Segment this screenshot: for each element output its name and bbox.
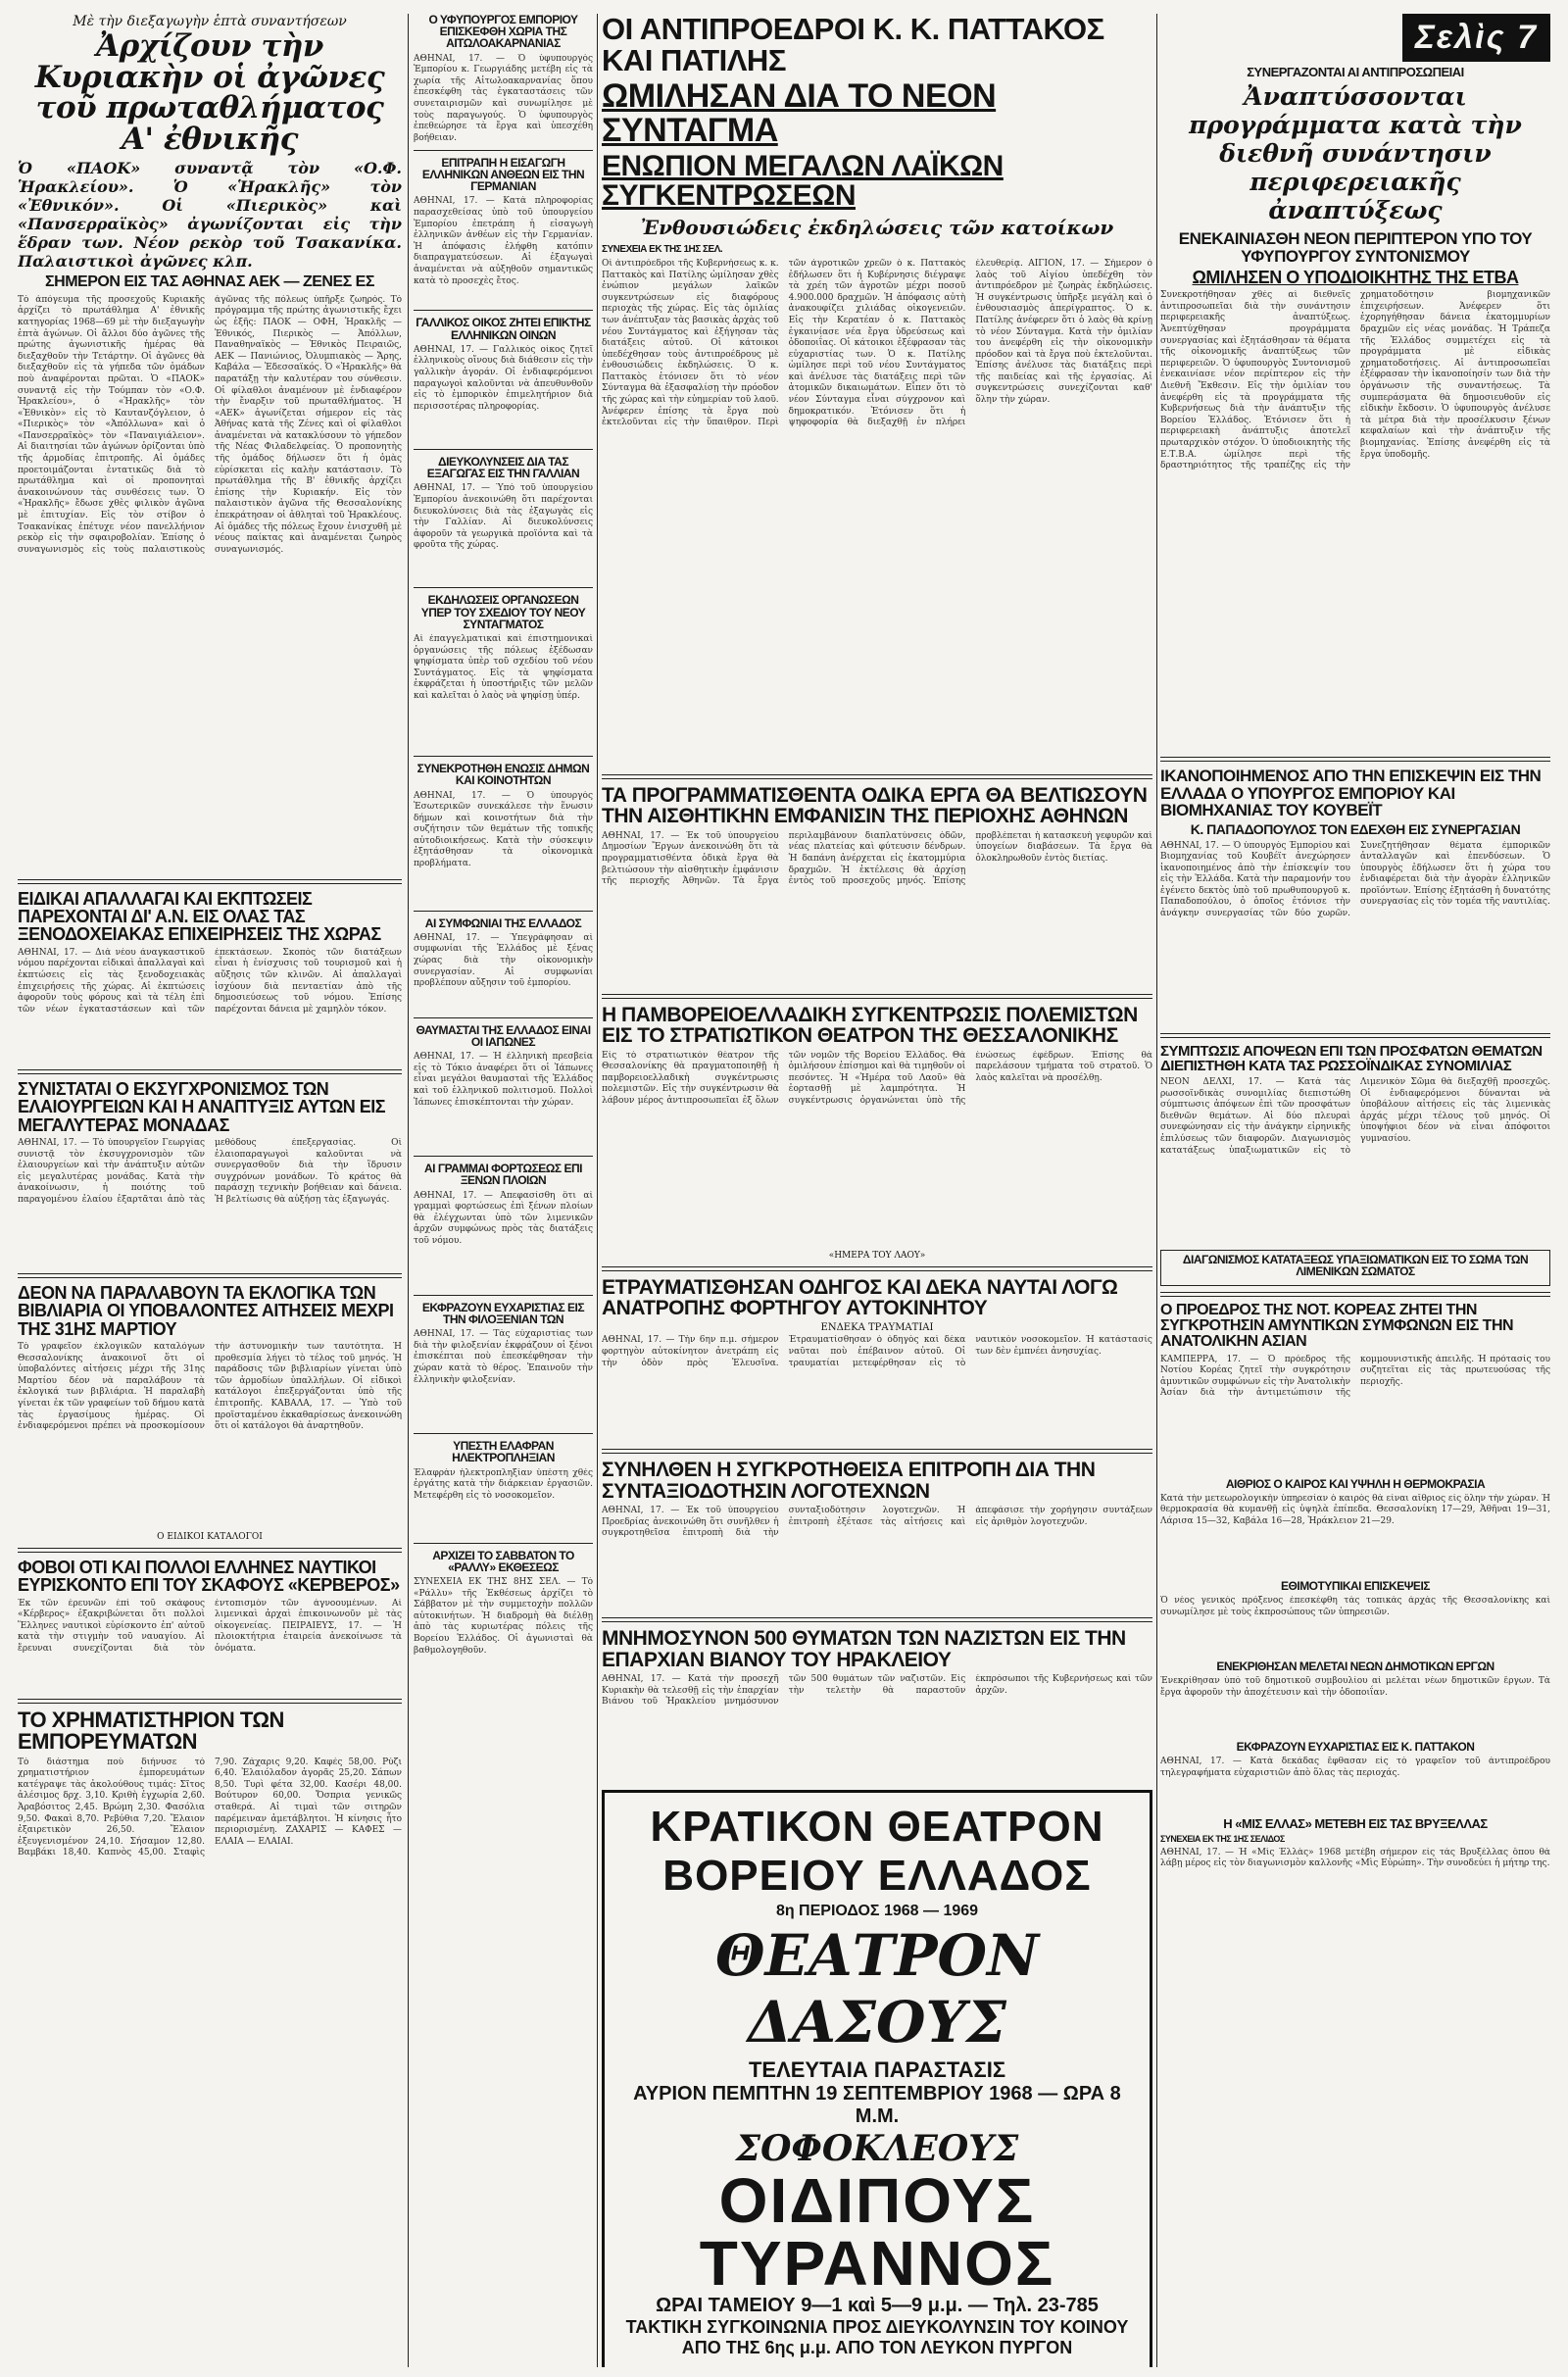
headline-korea: Ο ΠΡΟΕΔΡΟΣ ΤΗΣ ΝΟΤ. ΚΟΡΕΑΣ ΖΗΤΕΙ ΤΗΝ ΣΥΓΚΡΟΤΗΣΙΝ ΑΜΥΝΤΙΚΩΝ ΣΥΜΦΩΝΩΝ ΕΙΣ ΤΗΝ ΑΝΑΤΟΛΙΚΗΝ ΑΣΙΑΝ <box>1160 1301 1514 1351</box>
headline-courtesy-visits: ΕΘΙΜΟΤΥΠΙΚΑΙ ΕΠΙΣΚΕΨΕΙΣ <box>1281 1578 1430 1593</box>
divider <box>414 587 593 588</box>
ad-date: ΑΥΡΙΟΝ ΠΕΜΠΤΗΝ 19 ΣΕΠΤΕΜΒΡΙΟΥ 1968 — ΩΡΑ 8 Μ.Μ. <box>633 2083 1121 2127</box>
article-body: ΑΘΗΝΑΙ, 17. — Ὁ ὑπουργὸς Ἐσωτερικῶν συνεκάλεσε τὴν ἕνωσιν δήμων καὶ κοινοτήτων διὰ τὴν συζήτησιν τῶν θεμάτων τῆς τοπικῆς αὐτοδιοικήσεως. Κατὰ τὴν σύσκεψιν ἐξητάσθησαν τὰ οἰκονομικὰ προβλήματα. <box>414 790 593 869</box>
ad-transport: ΤΑΚΤΙΚΗ ΣΥΓΚΟΙΝΩΝΙΑ ΠΡΟΣ ΔΙΕΥΚΟΛΥΝΣΙΝ ΤΟΥ ΚΟΙΝΟΥ <box>625 2317 1129 2337</box>
ad-author: ΣΟΦΟΚΛΕΟΥΣ <box>735 2128 1019 2169</box>
divider <box>1160 1292 1550 1297</box>
article-body: ΑΘΗΝΑΙ, 17. — Ἐκ τοῦ ὑπουργείου Προεδρίας ἀνεκοινώθη ὅτι συνῆλθεν ἡ συγκροτηθεῖσα ἐπιτροπὴ διὰ τὴν συνταξιοδότησιν λογοτεχνῶν. Ἡ ἐπιτροπὴ ἐξέτασε τὰς αἰτήσεις καὶ ἀπεφάσισε τὴν χορήγησιν συντάξεων εἰς ἀριθμὸν λογοτεχνῶν. <box>602 1506 1152 1539</box>
article-body: Ὁ νέος γενικὸς πρόξενος ἐπεσκέφθη τὰς τοπικὰς ἀρχὰς τῆς Θεσσαλονίκης καὶ συνωμίλησε μὲ τοὺς ἐκπροσώπους τῶν ὑπηρεσιῶν. <box>1160 1595 1550 1617</box>
article-body: ΣΥΝΕΧΕΙΑ ΕΚ ΤΗΣ 8ΗΣ ΣΕΛ. — Τὸ «Ράλλυ» τῆς Ἐκθέσεως ἀρχίζει τὸ Σάββατον μὲ τὴν συμμετοχὴν πολλῶν αὐτοκινήτων. Ἡ διαδρομὴ θὰ διέλθῃ ἀπὸ τὰς κυριωτέρας πόλεις τῆς Βορείου Ἑλλάδος. Οἱ ἀγωνισταὶ θὰ βαθμολογηθοῦν. <box>414 1577 593 1656</box>
headline-development: Ἀναπτύσσονται προγράμματα κατὰ τὴν διεθνῆ συνάντησιν περιφερειακῆς ἀναπτύξεως <box>1189 82 1522 225</box>
headline-rallies: ΕΝΩΠΙΟΝ ΜΕΓΑΛΩΝ ΛΑΪΚΩΝ ΣΥΓΚΕΝΤΡΩΣΕΩΝ <box>602 149 1004 213</box>
article-body: ΑΘΗΝΑΙ, 17. — Ἡ «Μὶς Ἑλλὰς» 1968 μετέβη σήμερον εἰς τὰς Βρυξέλλας ὅπου θὰ λάβῃ μέρος εἰς τὸν διαγωνισμὸν καλλονῆς «Μὶς Εὐρώπη». Τὴν συνοδεύει ἡ μήτηρ της. <box>1160 1847 1550 1869</box>
column-sports <box>18 14 402 2367</box>
article-body: ΑΘΗΝΑΙ, 17. — Ἀπεφασίσθη ὅτι αἱ γραμμαὶ φορτώσεως ἐπὶ ξένων πλοίων θὰ ἐλέγχωνται ὑπὸ τῶν λιμενικῶν ἀρχῶν συμφώνως πρὸς τὰς διατάξεις τοῦ νόμου. <box>414 1190 593 1247</box>
headline-municipalities: ΣΥΝΕΚΡΟΤΗΘΗ ΕΝΩΣΙΣ ΔΗΜΩΝ ΚΑΙ ΚΟΙΝΟΤΗΤΩΝ <box>416 762 590 788</box>
article-body: Εἰς τὸ στρατιωτικὸν θέατρον τῆς Θεσσαλονίκης θὰ πραγματοποιηθῇ ἡ παμβορειοελλαδικὴ συγκέντρωσις πολεμιστῶν. Εἰς τὴν συγκέντρωσιν θὰ λάβουν μέρος ἀντιπροσωπεῖαι ἐξ ὅλων τῶν νομῶν τῆς Βορείου Ἑλλάδος. Θὰ ὁμιλήσουν ἐπίσημοι καὶ θὰ τιμηθοῦν οἱ πεσόντες. Ἡ «Ἡμέρα τοῦ Λαοῦ» θὰ ἑορτασθῇ μὲ λαμπρότητα. Ἡ συγκέντρωσις ὀργανώνεται ὑπὸ τῆς ἑνώσεως ἐφέδρων. Ἐπίσης θὰ παρελάσουν τμήματα τοῦ στρατοῦ. Ὁ λαὸς καλεῖται νὰ προσέλθῃ. <box>602 1050 1152 1106</box>
headline-memorial: ΜΝΗΜΟΣΥΝΟΝ 500 ΘΥΜΑΤΩΝ ΤΩΝ ΝΑΖΙΣΤΩΝ ΕΙΣ ΤΗΝ ΕΠΑΡΧΙΑΝ ΒΙΑΝΟΥ ΤΟΥ ΗΡΑΚΛΕΙΟΥ <box>602 1627 1126 1671</box>
headline-election-books: ΔΕΟΝ ΝΑ ΠΑΡΑΛΑΒΟΥΝ ΤΑ ΕΚΛΟΓΙΚΑ ΤΩΝ ΒΙΒΛΙΑΡΙΑ ΟΙ ΥΠΟΒΑΛΟΝΤΕΣ ΑΙΤΗΣΕΙΣ ΜΕΧΡΙ ΤΗΣ 31ΗΣ ΜΑΡΤΙΟΥ <box>18 1282 394 1339</box>
divider <box>18 1699 402 1704</box>
column-lead <box>602 14 1152 2367</box>
divider <box>414 1156 593 1157</box>
article-body: ΑΘΗΝΑΙ, 17. — Διὰ νέου ἀναγκαστικοῦ νόμου παρέχονται εἰδικαὶ ἀπαλλαγαὶ καὶ ἐκπτώσεις εἰς τὰς ξενοδοχειακὰς ἐπιχειρήσεις τῆς χώρας. Αἱ ἐκπτώσεις ἀφοροῦν τοὺς φόρους καὶ τὰ τέλη ἐπὶ τῶν νέων ἐγκαταστάσεων καὶ τῶν ἐπεκτάσεων. Σκοπὸς τῶν διατάξεων εἶναι ἡ ἐνίσχυσις τοῦ τουρισμοῦ καὶ ἡ αὔξησις τῶν κλινῶν. Αἱ ἀπαλλαγαὶ ἰσχύουν διὰ πενταετίαν ἀπὸ τῆς δημοσιεύσεως τοῦ νόμου. Ἐπίσης παρέχονται δάνεια μὲ χαμηλὸν τόκον. <box>18 947 402 1015</box>
divider <box>414 1433 593 1434</box>
ad-departure: ΑΠΟ ΤΗΣ 6ης μ.μ. ΑΠΟ ΤΟΝ ΛΕΥΚΟΝ ΠΥΡΓΟΝ <box>681 2338 1073 2357</box>
ad-venue: ΘΕΑΤΡΟΝ ΔΑΣΟΥΣ <box>714 1922 1040 2055</box>
article-body: Συνεκροτήθησαν χθὲς αἱ διεθνεῖς ἀντιπροσωπεῖαι διὰ τὴν συνάντησιν περιφερειακῆς ἀναπτύξεως. Ἀνεπτύχθησαν προγράμματα συνεργασίας καὶ ἐξητάσθησαν τὰ θέματα τῆς οἰκονομικῆς ἀναπτύξεως τῶν περιφερειῶν. Ὁ ὑφυπουργὸς Συντονισμοῦ ἐνεκαινίασε νέον περίπτερον εἰς τὴν Διεθνῆ Ἔκθεσιν. Εἰς τὴν ὁμιλίαν του ἀνεφέρθη εἰς τὰ προγράμματα τῆς Κυβερνήσεως διὰ τὴν ἀνάπτυξιν τῆς Βορείου Ἑλλάδος. Ἐτόνισεν ὅτι ἡ περιφερειακὴ ἀνάπτυξις ἀποτελεῖ πρωταρχικὸν στόχον. Ὁ ὑποδιοικητὴς τῆς Ε.Τ.Β.Α. ὡμίλησε περὶ τῆς δραστηριότητος τῆς τραπέζης εἰς τὴν χρηματοδότησιν βιομηχανικῶν ἐπιχειρήσεων. Ἀνέφερεν ὅτι ἐχορηγήθησαν δάνεια ἑκατομμυρίων δραχμῶν εἰς νέας μονάδας. Ἡ Τράπεζα τῆς Ἑλλάδος συμμετέχει εἰς τὰ προγράμματα μὲ εἰδικὰς χρηματοδοτήσεις. Αἱ ἀντιπροσωπεῖαι ἐξέφρασαν τὴν ἱκανοποίησίν των διὰ τὴν ὀργάνωσιν τῆς συναντήσεως. Τὰ συμπεράσματα θὰ δημοσιευθοῦν εἰς εἰδικὴν ἔκδοσιν. Ὁ ὑφυπουργὸς ἀνέλυσε τὰ μέτρα διὰ τὴν προσέλκυσιν ξένων κεφαλαίων καὶ τὴν ἀνάπτυξιν τῆς βιομηχανίας. Ἐπίσης ἀνεφέρθη εἰς τὰ ἔργα ὑποδομῆς. <box>1160 290 1550 471</box>
article-body: ΑΘΗΝΑΙ, 17. — Ὑπὸ τοῦ ὑπουργείου Ἐμπορίου ἀνεκοινώθη ὅτι παρέχονται διευκολύνσεις διὰ τὰς ἐξαγωγὰς εἰς τὴν Γαλλίαν. Αἱ διευκολύνσεις ἀφοροῦν τὰ γεωργικὰ προϊόντα καὶ τὰ φροῦτα τῆς χώρας. <box>414 483 593 551</box>
headline-flowers-germany: ΕΠΙΤΡΑΠΗ Η ΕΙΣΑΓΩΓΗ ΕΛΛΗΝΙΚΩΝ ΑΝΘΕΩΝ ΕΙΣ ΤΗΝ ΓΕΡΜΑΝΙΑΝ <box>421 155 585 194</box>
divider <box>1160 757 1550 762</box>
divider <box>18 1548 402 1553</box>
headline-russo-indian: ΣΥΜΠΤΩΣΙΣ ΑΠΟΨΕΩΝ ΕΠΙ ΤΩΝ ΠΡΟΣΦΑΤΩΝ ΘΕΜΑΤΩΝ ΔΙΕΠΙΣΤΗΘΗ ΚΑΤΑ ΤΑΣ ΡΩΣΣΟΪΝΔΙΚΑΣ ΣΥΝΟΜΙΛΙΑΣ <box>1160 1042 1543 1074</box>
headline-pavilion: ΕΝΕΚΑΙΝΙΑΣΘΗ ΝΕΟΝ ΠΕΡΙΠΤΕΡΟΝ ΥΠΟ ΤΟΥ ΥΦΥΠΟΥΡΓΟΥ ΣΥΝΤΟΝΙΣΜΟΥ <box>1178 229 1533 266</box>
subheadline-enthusiasm: Ἐνθουσιώδεις ἐκδηλώσεις τῶν κατοίκων <box>640 215 1114 239</box>
page-label-wrap <box>1160 14 1550 62</box>
minor-heading: ΕΝΔΕΚΑ ΤΡΑΥΜΑΤΙΑΙ <box>820 1322 934 1334</box>
divider <box>602 1449 1152 1454</box>
headline-rally: ΑΡΧΙΖΕΙ ΤΟ ΣΑΒΒΑΤΟΝ ΤΟ «ΡΑΛΛΥ» ΕΚΘΕΣΕΩΣ <box>432 1548 574 1574</box>
headline-french-wine: ΓΑΛΛΙΚΟΣ ΟΙΚΟΣ ΖΗΤΕΙ ΕΠΙΚΤΗΣ ΕΛΛΗΝΙΚΩΝ ΟΙΝΩΝ <box>416 316 591 342</box>
headline-organizations: ΕΚΔΗΛΩΣΕΙΣ ΟΡΓΑΝΩΣΕΩΝ ΥΠΕΡ ΤΟΥ ΣΧΕΔΙΟΥ ΤΟΥ ΝΕΟΥ ΣΥΝΤΑΓΜΑΤΟΣ <box>420 593 586 631</box>
subheadline-fixtures: Ὁ «ΠΑΟΚ» συναντᾷ τὸν «Ο.Φ. Ἡρακλείου». Ὁ «Ἡρακλῆς» τὸν «Ἐθνικόν». Οἱ «Πιερικὸς» καὶ «Πανσερραϊκὸς» ἀγωνίζονται εἰς τὴν ἕδραν των. Νέον ρεκὸρ τοῦ Τσακανίκα. Παλαιστικοὶ ἀγῶνες κλπ. <box>18 159 402 272</box>
divider <box>414 1543 593 1544</box>
article-body: Τὸ γραφεῖον ἐκλογικῶν καταλόγων Θεσσαλονίκης ἀνακοινοῖ ὅτι οἱ ὑποβαλόντες αἰτήσεις μέχρι τῆς 31ης Μαρτίου δέον νὰ παραλάβουν τὰ ἐκλογικά των βιβλιάρια. Ἡ παραλαβὴ γίνεται ἐκ τῶν γραφείων τοῦ δήμου κατὰ τὰς ἐργασίμους ἡμέρας. Οἱ ἐνδιαφερόμενοι πρέπει νὰ προσκομίσουν τὴν ἀστυνομικήν των ταυτότητα. Ἡ προθεσμία λήγει τὸ τέλος τοῦ μηνός. Ἡ παράδοσις τῶν βιβλιαρίων γίνεται ὑπὸ τῶν ἁρμοδίων ὑπαλλήλων. Οἱ εἰδικοὶ κατάλογοι ἐπεξεργάζονται ὑπὸ τῆς ἐπιτροπῆς. ΚΑΒΑΛΑ, 17. — Ὑπὸ τοῦ προϊσταμένου ἐκκαθαρίσεως ἀνεκοινώθη ὅτι οἱ κατάλογοι θὰ ἀναρτηθοῦν. <box>18 1341 402 1432</box>
ad-play-title: ΟΙΔΙΠΟΥΣ ΤΥΡΑΝΝΟΣ <box>699 2165 1055 2299</box>
article-body: Ἐκ τῶν ἐρευνῶν ἐπὶ τοῦ σκάφους «Κέρβερος» ἐξακριβώνεται ὅτι πολλοὶ Ἕλληνες ναυτικοὶ εὑρίσκοντο ἐπ' αὐτοῦ κατὰ τὴν στιγμὴν τοῦ ναυαγίου. Αἱ ἔρευναι συνεχίζονται διὰ τὸν ἐντοπισμὸν τῶν ἀγνοουμένων. Αἱ λιμενικαὶ ἀρχαὶ ἐπικοινωνοῦν μὲ τὰς οἰκογενείας. ΠΕΙΡΑΙΕΥΣ, 17. — Ἡ πλοιοκτήτρια ἑταιρεία ἀνεκοίνωσε τὰ ὀνόματα. <box>18 1598 402 1655</box>
article-body: Τὸ διάστημα ποὺ διήνυσε τὸ χρηματιστήριον ἐμπορευμάτων κατέγραψε τὰς ἀκολούθους τιμάς: Σῖτος ἀλέσιμος δρχ. 3,10. Κριθὴ ἐγχωρία 2,60. Ἀραβόσιτος 2,45. Βρώμη 2,30. Φασόλια 9,50. Φακαὶ 8,70. Ρεβύθια 7,20. Ἔλαιον ἐξαιρετικὸν 26,50. Ἔλαιον ἐξευγενισμένον 24,10. Σήσαμον 12,80. Βαμβάκι 18,40. Καπνὸς 45,00. Σταφὶς 7,90. Ζάχαρις 9,20. Καφὲς 58,00. Ρύζι 6,40. Ἐλαιόλαδον ἀγορᾶς 25,20. Σάπων 8,50. Τυρὶ φέτα 32,00. Κασέρι 48,00. Βούτυρον 60,00. Ὄσπρια γενικῶς σταθερά. Αἱ τιμαὶ τῶν σιτηρῶν παρέμειναν ἀμετάβλητοι. Ἡ κίνησις ἦτο περιορισμένη. ΖΑΧΑΡΙΣ — ΚΑΦΕΣ — ΕΛΑΙΑ — ΕΛΑΙΑΙ. <box>18 1757 402 1858</box>
divider <box>602 1617 1152 1622</box>
headline-municipal-works: ΕΝΕΚΡΙΘΗΣΑΝ ΜΕΛΕΤΑΙ ΝΕΩΝ ΔΗΜΟΤΙΚΩΝ ΕΡΓΩΝ <box>1216 1659 1494 1673</box>
ad-theatre-name: ΚΡΑΤΙΚΟΝ ΘΕΑΤΡΟΝ ΒΟΡΕΙΟΥ ΕΛΛΑΔΟΣ <box>650 1803 1104 1900</box>
column-rule <box>1156 14 1157 2367</box>
article-body: ΑΘΗΝΑΙ, 17. — Τὰς εὐχαριστίας των διὰ τὴν φιλοξενίαν ἐκφράζουν οἱ ξένοι ἐπισκέπται ποὺ ἐπεσκέφθησαν τὴν χώραν κατὰ τὸ θέρος. Ἐπαινοῦν τὴν ἑλληνικὴν φιλοξενίαν. <box>414 1329 593 1385</box>
article-body: Αἱ ἐπαγγελματικαὶ καὶ ἐπιστημονικαὶ ὀργανώσεις τῆς πόλεως ἐξέδωσαν ψηφίσματα ὑπὲρ τοῦ σχεδίου τοῦ νέου Συντάγματος. Εἰς τὰ ψηφίσματα ἐκφράζεται ἡ ὑποστήριξις τῶν μελῶν καὶ καλεῖται ὁ λαὸς νὰ ψηφίσῃ ὑπέρ. <box>414 634 593 702</box>
headline-hospitality: ΕΚΦΡΑΖΟΥΝ ΕΥΧΑΡΙΣΤΙΑΣ ΕΙΣ ΤΗΝ ΦΙΛΟΞΕΝΙΑΝ ΤΩΝ <box>421 1300 585 1326</box>
divider <box>18 1069 402 1074</box>
ad-box-office: ΩΡΑΙ ΤΑΜΕΙΟΥ 9—1 καὶ 5—9 μ.μ. — Τηλ. 23-785 <box>656 2295 1099 2316</box>
kicker: ΣΥΝΕΡΓΑΖΟΝΤΑΙ ΑΙ ΑΝΤΙΠΡΟΣΩΠΕΙΑΙ <box>1247 65 1464 79</box>
ad-season: 8η ΠΕΡΙΟΔΟΣ 1968 — 1969 <box>775 1903 979 1919</box>
article-body: ΑΘΗΝΑΙ, 17. — Γαλλικὸς οἶκος ζητεῖ ἑλληνικοὺς οἴνους διὰ διάθεσιν εἰς τὴν γαλλικὴν ἀγοράν. Οἱ ἐνδιαφερόμενοι παραγωγοὶ καλοῦνται νὰ ἀπευθυνθοῦν εἰς τὸ ἐμπορικὸν ἐπιμελητήριον διὰ περισσοτέρας πληροφορίας. <box>414 344 593 412</box>
headline-exports-france: ΔΙΕΥΚΟΛΥΝΣΕΙΣ ΔΙΑ ΤΑΣ ΕΞΑΓΩΓΑΣ ΕΙΣ ΤΗΝ ΓΑΛΛΙΑΝ <box>426 454 580 481</box>
headline-accident: ΕΤΡΑΥΜΑΤΙΣΘΗΣΑΝ ΟΔΗΓΟΣ ΚΑΙ ΔΕΚΑ ΝΑΥΤΑΙ ΛΟΓΩ ΑΝΑΤΡΟΠΗΣ ΦΟΡΤΗΓΟΥ ΑΥΤΟΚΙΝΗΤΟΥ <box>602 1275 1118 1319</box>
column-rule <box>597 14 598 2367</box>
divider <box>18 1273 402 1278</box>
article-body: ΑΘΗΝΑΙ, 17. — Κατὰ πληροφορίας παρασχεθείσας ὑπὸ τοῦ ὑπουργείου Ἐμπορίου ἐπετράπη ἡ εἰσαγωγὴ ἑλληνικῶν ἀνθέων εἰς τὴν Γερμανίαν. Ἡ ἀπόφασις ἐλήφθη κατόπιν διαπραγματεύσεων. Αἱ ἐξαγωγαὶ ἀναμένεται νὰ αὐξηθοῦν σημαντικῶς κατὰ τὸ προσεχὲς ἔτος. <box>414 196 593 286</box>
article-body: ΑΘΗΝΑΙ, 17. — Ὑπεγράφησαν αἱ συμφωνίαι τῆς Ἑλλάδος μὲ ξένας χώρας διὰ τὴν οἰκονομικὴν συνεργασίαν. Αἱ συμφωνίαι προβλέπουν αὔξησιν τοῦ ἐμπορίου. <box>414 932 593 989</box>
headline-veterans: Η ΠΑΜΒΟΡΕΙΟΕΛΛΑΔΙΚΗ ΣΥΓΚΕΝΤΡΩΣΙΣ ΠΟΛΕΜΙΣΤΩΝ ΕΙΣ ΤΟ ΣΤΡΑΤΙΩΤΙΚΟΝ ΘΕΑΤΡΟΝ ΤΗΣ ΘΕΣΣΑΛΟΝΙΚΗΣ <box>602 1003 1138 1048</box>
theatre-advertisement <box>602 1790 1152 2367</box>
headline-coast-guard: ΔΙΑΓΩΝΙΣΜΟΣ ΚΑΤΑΤΑΞΕΩΣ ΥΠΑΞΙΩΜΑΤΙΚΩΝ ΕΙΣ ΤΟ ΣΩΜΑ ΤΩΝ ΛΙΜΕΝΙΚΩΝ ΣΩΜΑΤΟΣ <box>1182 1253 1529 1279</box>
article-body: Ἐνεκρίθησαν ὑπὸ τοῦ δημοτικοῦ συμβουλίου αἱ μελέται νέων δημοτικῶν ἔργων. Τὰ ἔργα ἀφοροῦν τὴν ἀποχέτευσιν καὶ τὴν ὁδοποιΐαν. <box>1160 1676 1550 1698</box>
article-body: ΚΑΜΠΕΡΡΑ, 17. — Ὁ πρόεδρος τῆς Νοτίου Κορέας ζητεῖ τὴν συγκρότησιν ἀμυντικῶν συμφώνων εἰς τὴν Ἀνατολικὴν Ἀσίαν διὰ τὴν ἀντιμετώπισιν τῆς κομμουνιστικῆς ἀπειλῆς. Ἡ πρότασίς του συζητεῖται εἰς τὰς πρωτευούσας τῆς περιοχῆς. <box>1160 1354 1550 1399</box>
headline-road-works: ΤΑ ΠΡΟΓΡΑΜΜΑΤΙΣΘΕΝΤΑ ΟΔΙΚΑ ΕΡΓΑ ΘΑ ΒΕΛΤΙΩΣΟΥΝ ΤΗΝ ΑΙΣΘΗΤΙΚΗΝ ΕΜΦΑΝΙΣΙΝ ΤΗΣ ΠΕΡΙΟΧΗΣ ΑΘΗΝΩΝ <box>602 783 1148 828</box>
headline-electric-shock: ΥΠΕΣΤΗ ΕΛΑΦΡΑΝ ΗΛΕΚΤΡΟΠΛΗΞΙΑΝ <box>452 1439 555 1465</box>
column-briefs <box>414 14 593 2367</box>
headline-bills-lading: ΑΙ ΓΡΑΜΜΑΙ ΦΟΡΤΩΣΕΩΣ ΕΠΙ ΞΕΝΩΝ ΠΛΟΙΩΝ <box>424 1162 582 1188</box>
article-body: ΑΘΗΝΑΙ, 17. — Κατὰ τὴν προσεχῆ Κυριακὴν θὰ τελεσθῇ εἰς τὴν ἐπαρχίαν Βιάνου τοῦ Ἡρακλείου μνημόσυνον τῶν 500 θυμάτων τῶν ναζιστῶν. Εἰς τὴν τελετὴν θὰ παραστοῦν ἐκπρόσωποι τῆς Κυβερνήσεως καὶ τῶν ἀρχῶν. <box>602 1674 1152 1708</box>
article-body: Οἱ ἀντιπρόεδροι τῆς Κυβερνήσεως κ. κ. Παττακὸς καὶ Πατίλης ὡμίλησαν χθὲς ἐνώπιον μεγάλων λαϊκῶν συγκεντρώσεων εἰς διαφόρους περιοχὰς τῆς χώρας. Εἰς τὰς ὁμιλίας των ἀνέπτυξαν τὰς βασικὰς ἀρχὰς τοῦ νέου Συντάγματος καὶ ἐξήγησαν τὰς διατάξεις αὐτοῦ. Οἱ κάτοικοι ὑπεδέχθησαν τοὺς ἀντιπροέδρους μὲ ἐνθουσιώδεις ἐκδηλώσεις. Ὁ κ. Παττακὸς ἐτόνισεν ὅτι τὸ νέον Σύνταγμα θὰ ἐξασφαλίσῃ τὴν πρόοδον τῆς χώρας καὶ τὴν εὐημερίαν τοῦ λαοῦ. Ἀνέφερεν ἐπίσης τὰ ἔργα ποὺ ἐκτελοῦνται εἰς τὴν ὕπαιθρον. Περὶ τῶν ἀγροτικῶν χρεῶν ὁ κ. Παττακὸς ἐδήλωσεν ὅτι ἡ Κυβέρνησις διέγραψε τὰ χρέη τῶν ἀγροτῶν μέχρι ποσοῦ 4.900.000 δραχμῶν. Ἡ ἀπόφασις αὐτὴ ἀνακουφίζει χιλιάδας οἰκογενειῶν. Εἰς τὴν Κερατέαν ὁ κ. Παττακὸς ἐγκαινίασε νέα ἔργα ὑδρεύσεως καὶ ὁδοποιΐας. Οἱ κάτοικοι ἐξέφρασαν τὰς εὐχαριστίας των. Ὁ κ. Πατίλης ὡμίλησε περὶ τοῦ νέου Συντάγματος καὶ ἀνέλυσε τὰς διατάξεις περὶ τῶν ἀτομικῶν δικαιωμάτων. Εἶπεν ὅτι τὸ νέον Σύνταγμα εἶναι σύγχρονον καὶ δημοκρατικόν. Ἐτόνισεν ὅτι ἡ ψηφοφορία θὰ διεξαχθῇ ἐν πλήρει ἐλευθερίᾳ. ΑΙΓΙΟΝ, 17. — Σήμερον ὁ λαὸς τοῦ Αἰγίου ὑπεδέχθη τὸν ἀντιπρόεδρον μὲ ζωηρὰς ἐκδηλώσεις. Ἡ συγκέντρωσις ὑπῆρξε μεγάλη καὶ ὁ ἐνθουσιασμὸς ἀπερίγραπτος. Ὁ κ. Πατίλης ἀνέφερεν ὅτι ὁ λαὸς θὰ κρίνῃ τὸ νέον Σύνταγμα. Κατὰ τὴν ὁμιλίαν του ἀνεφέρθη εἰς τὴν οἰκονομικὴν πρόοδον καὶ τὰ ἔργα ποὺ ἐκτελοῦνται. Ἐπίσης ἀνέλυσε τὰς διατάξεις περὶ τῆς παιδείας καὶ τῆς ἐργασίας. Αἱ συγκεντρώσεις συνεχίζονται καθ' ὅλην τὴν χώραν. <box>602 258 1152 428</box>
divider <box>414 449 593 450</box>
headline-agreements: ΑΙ ΣΥΜΦΩΝΙΑΙ ΤΗΣ ΕΛΛΑΔΟΣ <box>424 916 582 930</box>
divider <box>602 994 1152 999</box>
headline-writers-pension: ΣΥΝΗΛΘΕΝ Η ΣΥΓΚΡΟΤΗΘΕΙΣΑ ΕΠΙΤΡΟΠΗ ΔΙΑ ΤΗΝ ΣΥΝΤΑΞΙΟΔΟΤΗΣΙΝ ΛΟΓΟΤΕΧΝΩΝ <box>602 1459 1096 1503</box>
divider <box>414 150 593 151</box>
divider <box>602 1266 1152 1271</box>
headline-thanks-pattakos: ΕΚΦΡΑΖΟΥΝ ΕΥΧΑΡΙΣΤΙΑΣ ΕΙΣ Κ. ΠΑΤΤΑΚΟΝ <box>1236 1740 1475 1755</box>
headline-hotels: ΕΙΔΙΚΑΙ ΑΠΑΛΛΑΓΑΙ ΚΑΙ ΕΚΠΤΩΣΕΙΣ ΠΑΡΕΧΟΝΤΑΙ ΔΙ' Α.Ν. ΕΙΣ ΟΛΑΣ ΤΑΣ ΞΕΝΟΔΟΧΕΙΑΚΑΣ ΕΠΙΧΕΙΡΗΣΕΙΣ ΤΗΣ ΧΩΡΑΣ <box>18 888 381 945</box>
headline-miss-hellas: Η «ΜΙΣ ΕΛΛΑΣ» ΜΕΤΕΒΗ ΕΙΣ ΤΑΣ ΒΡΥΞΕΛΛΑΣ <box>1223 1816 1488 1832</box>
divider <box>414 911 593 912</box>
article-body: ΝΕΟΝ ΔΕΛΧΙ, 17. — Κατὰ τὰς ρωσσοϊνδικὰς συνομιλίας διεπιστώθη σύμπτωσις ἀπόψεων ἐπὶ τῶν προσφάτων διεθνῶν θεμάτων. Αἱ δύο πλευραὶ συνεφώνησαν εἰς τὴν ἀνάγκην εἰρηνικῆς ἐπιλύσεως τῶν διαφορῶν. Διαγωνισμὸς κατατάξεως ὑπαξιωματικῶν εἰς τὸ Λιμενικὸν Σῶμα θὰ διεξαχθῇ προσεχῶς. Οἱ ἐνδιαφερόμενοι δύνανται νὰ ὑποβάλουν αἰτήσεις εἰς τὰς λιμενικὰς ἀρχάς μέχρι τέλους τοῦ μηνός. Οἱ ὑποψήφιοι δέον νὰ εἶναι ἀπόφοιτοι γυμνασίου. <box>1160 1077 1550 1156</box>
minor-heading: Ο ΕΙΔΙΚΟΙ ΚΑΤΑΛΟΓΟΙ <box>157 1531 263 1542</box>
article-body: ΑΘΗΝΑΙ, 17. — Τὸ ὑπουργεῖον Γεωργίας συνιστᾷ τὸν ἐκσυγχρονισμὸν τῶν ἐλαιουργείων καὶ τὴν ἀνάπτυξιν αὐτῶν εἰς μεγαλυτέρας μονάδας. Κατὰ τὴν ἀνακοίνωσιν, ἡ ποιότης τοῦ παραγομένου ἐλαίου ἐξαρτᾶται ἀπὸ τὰς μεθόδους ἐπεξεργασίας. Οἱ ἐλαιοπαραγωγοὶ καλοῦνται νὰ συνεργασθοῦν διὰ τὴν ἵδρυσιν συγχρόνων μονάδων. Τὸ κράτος θὰ παράσχῃ τεχνικὴν βοήθειαν καὶ δάνεια. Ἡ βελτίωσις θὰ αὐξήσῃ τὰς ἐξαγωγάς. <box>18 1137 402 1205</box>
article-body: ΑΘΗΝΑΙ, 17. — Τὴν 6ην π.μ. σήμερον φορτηγὸν αὐτοκίνητον ἀνετράπη εἰς τὴν ὁδὸν πρὸς Ἐλευσῖνα. Ἐτραυματίσθησαν ὁ ὁδηγὸς καὶ δέκα ναῦται ποὺ ἐπέβαινον αὐτοῦ. Οἱ τραυματίαι μετεφέρθησαν εἰς τὸ ναυτικὸν νοσοκομεῖον. Ἡ κατάστασίς των δὲν ἐμπνέει ἀνησυχίας. <box>602 1335 1152 1368</box>
divider <box>18 879 402 884</box>
headline-kerveros: ΦΟΒΟΙ ΟΤΙ ΚΑΙ ΠΟΛΛΟΙ ΕΛΛΗΝΕΣ ΝΑΥΤΙΚΟΙ ΕΥΡΙΣΚΟΝΤΟ ΕΠΙ ΤΟΥ ΣΚΑΦΟΥΣ «ΚΕΡΒΕΡΟΣ» <box>18 1557 400 1596</box>
headline-kuwait: ΙΚΑΝΟΠΟΙΗΜΕΝΟΣ ΑΠΟ ΤΗΝ ΕΠΙΣΚΕΨΙΝ ΕΙΣ ΤΗΝ ΕΛΛΑΔΑ Ο ΥΠΟΥΡΓΟΣ ΕΜΠΟΡΙΟΥ ΚΑΙ ΒΙΟΜΗΧΑΝΙΑΣ ΤΟΥ ΚΟΥΒΕΪΤ <box>1160 767 1542 819</box>
divider <box>414 756 593 757</box>
kicker: Μὲ τὴν διεξαγωγὴν ἑπτὰ συναντήσεων <box>73 14 347 29</box>
continuation-label: ΣΥΝΕΧΕΙΑ ΕΚ ΤΗΣ 1ΗΣ ΣΕΛΙΔΟΣ <box>1160 1833 1285 1844</box>
article-body: ΑΘΗΝΑΙ, 17. — Ἐκ τοῦ ὑπουργείου Δημοσίων Ἔργων ἀνεκοινώθη ὅτι τὰ προγραμματισθέντα ὁδικὰ ἔργα θὰ βελτιώσουν τὴν αἰσθητικὴν ἐμφάνισιν τῆς περιοχῆς Ἀθηνῶν. Τὰ ἔργα περιλαμβάνουν διαπλατύνσεις ὁδῶν, νέας πλατείας καὶ φύτευσιν δένδρων. Ἡ δαπάνη ἀνέρχεται εἰς ἑκατομμύρια δραχμῶν. Ἡ ἐκτέλεσις θὰ ἀρχίσῃ ἐντὸς τοῦ προσεχοῦς μηνός. Ἐπίσης προβλέπεται ἡ κατασκευὴ γεφυρῶν καὶ ὑπογείων διαβάσεων. Τὰ ἔργα θὰ ὁλοκληρωθοῦν ἐντὸς διετίας. <box>602 830 1152 887</box>
minor-heading: «ΗΜΕΡΑ ΤΟΥ ΛΑΟΥ» <box>828 1250 926 1261</box>
headline-etba: ΩΜΙΛΗΣΕΝ Ο ΥΠΟΔΙΟΙΚΗΤΗΣ ΤΗΣ ΕΤΒΑ <box>1192 267 1519 287</box>
divider <box>414 310 593 311</box>
article-body: Τὸ ἀπόγευμα τῆς προσεχοῦς Κυριακῆς ἀρχίζει τὸ πρωτάθλημα Α' ἐθνικῆς κατηγορίας 1968—69 μὲ τὴν διεξαγωγὴν ἑπτὰ ἀγώνων. Οἱ ἄλλοι δύο ἀγῶνες τῆς πρώτης ἀγωνιστικῆς ἡμέρας θὰ διεξαχθοῦν τὴν Τετάρτην. Οἱ ἀγῶνες θὰ διεξαχθοῦν εἰς τὰ γήπεδα τῶν ὁμάδων ποὺ ἀναφέρονται πρῶται. Ὁ «ΠΑΟΚ» συναντᾷ εἰς τὴν Τούμπαν τὸν «Ο.Φ. Ἡρακλείου», ὁ «Ἡρακλῆς» τὸν «Ἐθνικὸν» εἰς τὸ Καυτανζόγλειον, ὁ «Πιερικὸς» τὸν «Ἀπόλλωνα» καὶ ὁ «Πανσερραϊκὸς» τὸν «Παναιγιάλειον». Αἱ διαιτησίαι τῶν ἀγώνων ὁρίζονται ὑπὸ τῆς ἁρμοδίας ἐπιτροπῆς. Αἱ ὁμάδες προετοιμάζονται ἐντατικῶς διὰ τὸ πρωτάθλημα καὶ οἱ προπονηταὶ ἀνακοινώνουν τὰς συνθέσεις των. Ὁ «Ἡρακλῆς» ἔδωσε χθὲς φιλικὸν ἀγῶνα μὲ ἐπιτυχίαν. Εἰς τὸν στίβον ὁ Τσακανίκας ἐπέτυχε νέον πανελλήνιον ρεκὸρ εἰς τὴν σφαιροβολίαν. Ἐπίσης ὁ συναγωνισμὸς εἰς τοὺς παλαιστικοὺς ἀγῶνας τῆς πόλεως ὑπῆρξε ζωηρός. Τὸ πρόγραμμα τῆς πρώτης ἀγωνιστικῆς ἔχει ὡς ἑξῆς: ΠΑΟΚ — ΟΦΗ, Ἡρακλῆς — Ἐθνικός, Πιερικὸς — Ἀπόλλων, Παναθηναϊκὸς — Ἐθνικὸς Πειραιῶς, ΑΕΚ — Πανιώνιος, Ὀλυμπιακὸς — Ἄρης, Καβάλα — Ἐδεσσαϊκός. Ὁ «Ἡρακλῆς» θὰ παρατάξῃ τὴν καλυτέραν του σύνθεσιν. Οἱ φίλαθλοι ἀναμένουν μὲ ἐνδιαφέρον τὴν ἔναρξιν τοῦ πρωταθλήματος. Ἡ «ΑΕΚ» ἀγωνίζεται σήμερον εἰς τὰς Ἀθήνας κατὰ τῆς Ζένες καὶ οἱ φίλαθλοι ἀναμένεται νὰ κατακλύσουν τὸ γήπεδον τῆς Νέας Φιλαδελφείας. Ὁ προπονητὴς τῆς ὁμάδος δήλωσεν ὅτι ἡ ὁμὰς εὑρίσκεται εἰς καλὴν κατάστασιν. Τὸ πρωτάθλημα τῆς Β' ἐθνικῆς ἀρχίζει ἐπίσης τὴν Κυριακήν. Εἰς τὸν παλαιστικὸν ἀγῶνα τῆς Θεσσαλονίκης ἐπεκράτησαν οἱ ἀθληταὶ τοῦ Ἡρακλέους. Αἱ ὁμάδες τῆς πόλεως ἔχουν ἐνισχυθῆ μὲ νέους παίκτας καὶ ἀναμένεται ζωηρὸς συναγωνισμός. <box>18 294 402 555</box>
headline-championship: Ἀρχίζουν τὴν Κυριακὴν οἱ ἀγῶνες τοῦ πρωταθλήματος Α' ἐθνικῆς <box>34 28 385 157</box>
headline-olive-mills: ΣΥΝΙΣΤΑΤΑΙ Ο ΕΚΣΥΓΧΡΟΝΙΣΜΟΣ ΤΩΝ ΕΛΑΙΟΥΡΓΕΙΩΝ ΚΑΙ Η ΑΝΑΠΤΥΞΙΣ ΑΥΤΩΝ ΕΙΣ ΜΕΓΑΛΥΤΕΡΑΣ ΜΟΝΑΔΑΣ <box>18 1078 386 1135</box>
headline-weather: ΑΙΘΡΙΟΣ Ο ΚΑΙΡΟΣ ΚΑΙ ΥΨΗΛΗ Η ΘΕΡΜΟΚΡΑΣΙΑ <box>1225 1476 1486 1491</box>
headline-vice-presidents: ΟΙ ΑΝΤΙΠΡΟΕΔΡΟΙ Κ. Κ. ΠΑΤΤΑΚΟΣ ΚΑΙ ΠΑΤΙΛΗΣ <box>602 14 1104 77</box>
article-body: ΑΘΗΝΑΙ, 17. — Κατὰ δεκάδας ἔφθασαν εἰς τὸ γραφεῖον τοῦ ἀντιπροέδρου τηλεγραφήματα εὐχαριστιῶν ἀπὸ ὅλας τὰς περιοχάς. <box>1160 1757 1550 1779</box>
subheadline-papadopoulos: Κ. ΠΑΠΑΔΟΠΟΥΛΟΣ ΤΟΝ ΕΔΕΧΘΗ ΕΙΣ ΣΥΝΕΡΓΑΣΙΑΝ <box>1190 821 1521 838</box>
column-economy <box>1160 14 1550 2367</box>
page-label: Σελὶς 7 <box>1402 14 1550 62</box>
headline-japanese: ΘΑΥΜΑΣΤΑΙ ΤΗΣ ΕΛΛΑΔΟΣ ΕΙΝΑΙ ΟΙ ΙΑΠΩΝΕΣ <box>416 1022 591 1049</box>
headline-constitution: ΩΜΙΛΗΣΑΝ ΔΙΑ ΤΟ ΝΕΟΝ ΣΥΝΤΑΓΜΑ <box>602 77 997 149</box>
headline-commodity-exchange: ΤΟ ΧΡΗΜΑΤΙΣΤΗΡΙΟΝ ΤΩΝ ΕΜΠΟΡΕΥΜΑΤΩΝ <box>18 1707 284 1755</box>
divider <box>414 1295 593 1296</box>
article-body: Κατὰ τὴν μετεωρολογικὴν ὑπηρεσίαν ὁ καιρὸς θὰ εἶναι αἴθριος εἰς ὅλην τὴν χώραν. Ἡ θερμοκρασία θὰ κυμανθῇ εἰς ὑψηλὰ ἐπίπεδα. Θεσσαλονίκη 17—29, Ἀθῆναι 19—31, Λάρισα 15—32, Καβάλα 16—28, Ἡράκλειον 21—29. <box>1160 1493 1550 1526</box>
divider <box>602 774 1152 779</box>
divider <box>1160 1033 1550 1038</box>
continuation-label: ΣΥΝΕΧΕΙΑ ΕΚ ΤΗΣ 1ΗΣ ΣΕΛ. <box>602 243 723 255</box>
article-body: ΑΘΗΝΑΙ, 17. — Ἡ ἑλληνικὴ πρεσβεία εἰς τὸ Τόκιο ἀναφέρει ὅτι οἱ Ἰάπωνες εἶναι μεγάλοι θαυμασταὶ τῆς Ἑλλάδος καὶ τοῦ ἑλληνικοῦ πολιτισμοῦ. Πολλοὶ Ἰάπωνες ἐπισκέπτονται τὴν χώραν. <box>414 1052 593 1108</box>
divider <box>414 1017 593 1018</box>
subheadline-aek: ΣΗΜΕΡΟΝ ΕΙΣ ΤΑΣ ΑΘΗΝΑΣ ΑΕΚ — ΖΕΝΕΣ ΕΣ <box>45 273 374 291</box>
article-body: ΑΘΗΝΑΙ, 17. — Ὁ ὑφυπουργὸς Ἐμπορίου κ. Γεωργιάδης μετέβη εἰς τὰ χωρία τῆς Αἰτωλοακαρνανίας ὅπου ἐπεσκέφθη τὰς ἐγκαταστάσεις τῶν συνεταιρισμῶν καὶ συνωμίλησε μὲ τοὺς παραγωγούς. Ὁ ὑφυπουργὸς ἐπεθεώρησε τὰ ἔργα καὶ ὑπεσχέθη βοήθειαν. <box>414 53 593 143</box>
article-body: Ἐλαφρὰν ἠλεκτροπληξίαν ὑπέστη χθὲς ἐργάτης κατὰ τὴν διάρκειαν ἐργασιῶν. Μετεφέρθη εἰς τὸ νοσοκομεῖον. <box>414 1467 593 1501</box>
article-body: ΑΘΗΝΑΙ, 17. — Ὁ ὑπουργὸς Ἐμπορίου καὶ Βιομηχανίας τοῦ Κουβέϊτ ἀνεχώρησεν ἱκανοποιημένος ἀπὸ τὴν ἐπίσκεψίν του εἰς τὴν Ἑλλάδα. Κατὰ τὴν παραμονήν του ἐγένετο δεκτὸς ὑπὸ τοῦ πρωθυπουργοῦ κ. Παπαδοπούλου, ὁ ὁποῖος ἐτόνισε τὴν ἀνάγκην συνεργασίας τῶν δύο χωρῶν. Συνεζητήθησαν θέματα ἐμπορικῶν ἀνταλλαγῶν καὶ ἐπενδύσεων. Ὁ ὑπουργὸς ἐδήλωσεν ὅτι ἡ χώρα του ἐνδιαφέρεται διὰ τὴν ἀγορὰν ἑλληνικῶν προϊόντων. Ἐπίσης ἐξητάσθη ἡ δυνατότης συνεργασίας εἰς τὸν τομέα τῆς ναυτιλίας. <box>1160 840 1550 919</box>
column-rule <box>408 14 409 2367</box>
box-coast-guard <box>1160 1250 1550 1285</box>
ad-last-show: ΤΕΛΕΥΤΑΙΑ ΠΑΡΑΣΤΑΣΙΣ <box>748 2057 1006 2082</box>
headline-minister-visit: Ο ΥΦΥΠΟΥΡΓΟΣ ΕΜΠΟΡΙΟΥ ΕΠΙΣΚΕΦΘΗ ΧΩΡΙΑ ΤΗΣ ΑΙΤΩΛΟΑΚΑΡΝΑΝΙΑΣ <box>428 14 578 51</box>
